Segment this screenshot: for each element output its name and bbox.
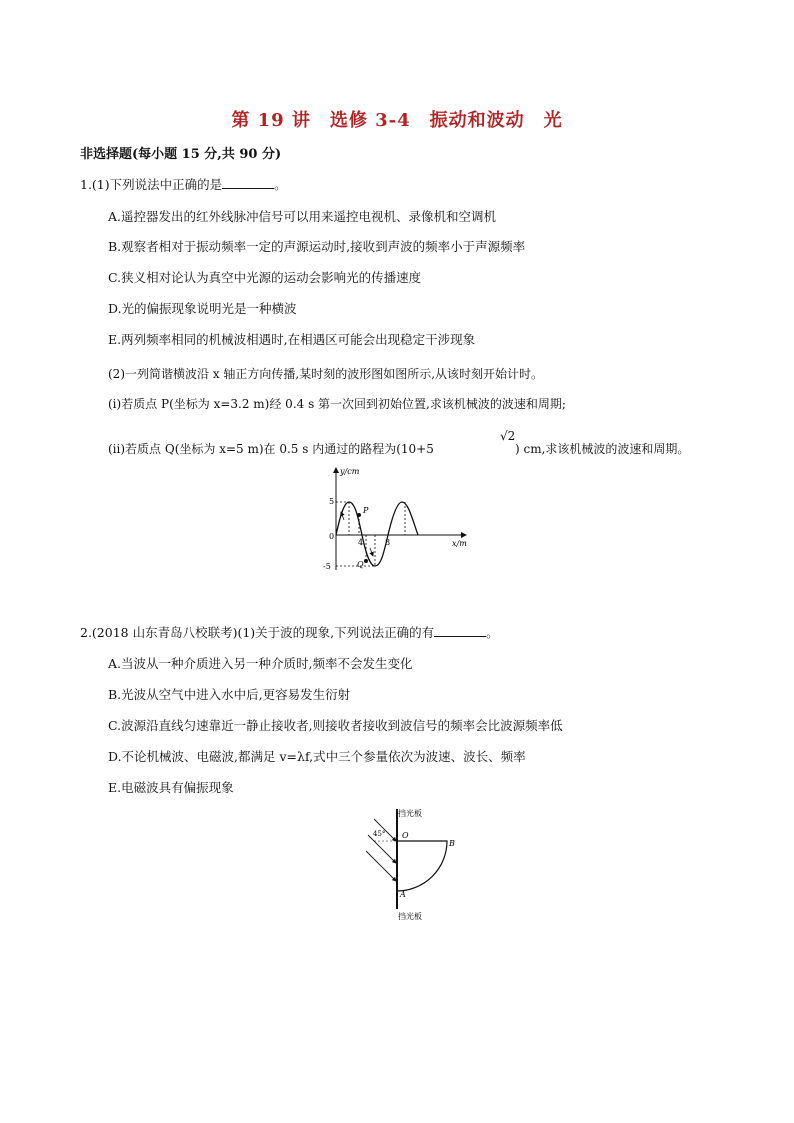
q1-option-b: B.观察者相对于振动频率一定的声源运动时,接收到声波的频率小于声源频率 — [108, 239, 526, 254]
q1-option-d: D.光的偏振现象说明光是一种横波 — [108, 301, 297, 316]
wave-curve — [336, 502, 418, 566]
q1-answer-blank — [222, 177, 274, 189]
q2-stem — [80, 625, 499, 641]
q2-answer-blank — [434, 625, 486, 637]
q1-sub-i: (ⅰ)若质点 P(坐标为 x=3.2 m)经 0.4 s 第一次回到初始位置,求该机械波的波速和周期; — [108, 397, 566, 411]
section-heading: 非选择题(每小题 15 分,共 90 分) — [80, 147, 282, 162]
barrier-label-top: 挡光板 — [398, 809, 422, 818]
q1-option-a: A.遥控器发出的红外线脉冲信号可以用来遥控电视机、录像机和空调机 — [108, 209, 497, 224]
point-a-label: A — [400, 890, 406, 899]
incident-ray-2 — [368, 835, 396, 863]
q1-option-c: C.狭义相对论认为真空中光源的运动会影响光的传播速度 — [108, 270, 422, 285]
q2-option-e: E.电磁波具有偏振现象 — [108, 780, 234, 795]
q1-sub-ii-b: ) cm,求该机械波的波速和周期。 — [515, 442, 690, 456]
y-tick-5: 5 — [329, 497, 335, 506]
angle-label: 45° — [373, 830, 386, 838]
q1-stem-text: 1.(1)下列说法中正确的是 — [80, 177, 223, 192]
velocity-arrow-2 — [370, 548, 373, 556]
point-o-label: O — [402, 831, 409, 840]
page-title: 第 19 讲 选修 3-4 振动和波动 光 — [231, 110, 563, 131]
incident-ray-3 — [366, 851, 396, 881]
semicircle-glass — [397, 841, 447, 891]
q2-stem-text: 2.(2018 山东青岛八校联考)(1)关于波的现象,下列说法正确的有 — [80, 625, 435, 640]
q2-option-c: C.波源沿直线匀速靠近一静止接收者,则接收者接收到波信号的频率会比波源频率低 — [108, 718, 563, 733]
q1-stem-end: 。 — [274, 177, 287, 192]
x-axis-label: x/m — [452, 539, 467, 548]
label-q: Q — [357, 560, 364, 569]
wave-graph — [322, 462, 472, 574]
q2-option-a: A.当波从一种介质进入另一种介质时,频率不会发生变化 — [108, 656, 413, 671]
q2-option-b: B.光波从空气中进入水中后,更容易发生衍射 — [108, 687, 351, 702]
point-p — [357, 513, 361, 517]
label-p: P — [363, 506, 369, 515]
q1-stem — [80, 177, 287, 193]
x-tick-8: 8 — [385, 538, 391, 547]
q1-part2: (2)一列简谐横波沿 x 轴正方向传播,某时刻的波形图如图所示,从该时刻开始计时。 — [108, 367, 544, 381]
q2-option-d: D.不论机械波、电磁波,都满足 v=λf,式中三个参量依次为波速、波长、频率 — [108, 749, 526, 764]
origin-label: 0 — [329, 532, 335, 541]
point-q — [364, 559, 368, 563]
y-tick-neg5: -5 — [323, 562, 331, 571]
optics-diagram — [360, 805, 470, 923]
barrier-label-bottom: 挡光板 — [398, 912, 422, 921]
q2-stem-end: 。 — [486, 625, 499, 640]
x-tick-4: 4 — [358, 538, 364, 547]
point-b-label: B — [449, 839, 455, 848]
q1-option-e: E.两列频率相同的机械波相遇时,在相遇区可能会出现稳定干涉现象 — [108, 332, 476, 347]
sqrt-two: √2 — [500, 429, 516, 443]
q1-sub-ii-a: (ⅱ)若质点 Q(坐标为 x=5 m)在 0.5 s 内通过的路程为(10+5 — [108, 442, 434, 456]
y-axis-label: y/cm — [340, 467, 360, 476]
